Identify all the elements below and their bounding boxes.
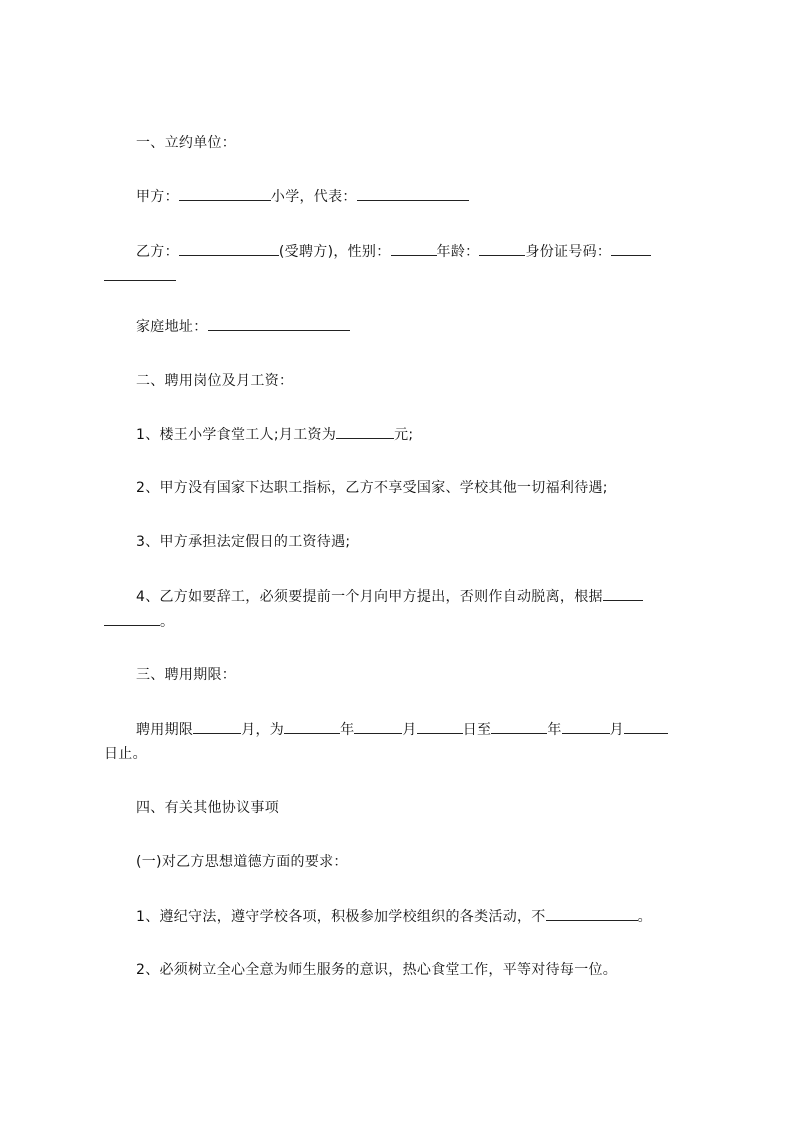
clause-2-4: 4、乙方如要辞工，必须要提前一个月向甲方提出，否则作自动脱离，根据 bbox=[136, 586, 643, 607]
age-blank bbox=[479, 241, 525, 256]
party-b-name-blank bbox=[179, 241, 279, 256]
id-number-blank-cont bbox=[104, 266, 176, 281]
clause-4-1: 1、遵纪守法，遵守学校各项，积极参加学校组织的各类活动，不 。 bbox=[136, 906, 652, 927]
home-address-blank bbox=[208, 316, 350, 331]
term-line: 聘用期限 月，为 年 月 日至 年 月 bbox=[136, 719, 668, 740]
party-a-line: 甲方： 小学，代表： bbox=[136, 186, 469, 207]
end-year-blank bbox=[491, 719, 547, 734]
section-2-heading: 二、聘用岗位及月工资： bbox=[136, 373, 294, 389]
party-b-line: 乙方： (受聘方)，性别： 年龄： 身份证号码： bbox=[136, 241, 651, 262]
term-line-cont: 日止。 bbox=[104, 746, 147, 762]
id-number-blank bbox=[611, 241, 651, 256]
clause-4-2: 2、必须树立全心全意为师生服务的意识，热心食堂工作，平等对待每一位。 bbox=[136, 962, 618, 978]
section-4-heading: 四、有关其他协议事项 bbox=[136, 800, 279, 816]
section-1-heading: 一、立约单位： bbox=[136, 135, 237, 151]
resignation-basis-blank bbox=[603, 586, 643, 601]
clause-2-4-cont: 。 bbox=[104, 611, 174, 632]
clause-2-2: 2、甲方没有国家下达职工指标，乙方不享受国家、学校其他一切福利待遇; bbox=[136, 480, 608, 496]
salary-blank bbox=[336, 424, 394, 439]
school-name-blank bbox=[179, 186, 271, 201]
gender-blank bbox=[391, 241, 437, 256]
party-b-line-cont bbox=[104, 266, 176, 287]
home-address-line: 家庭地址： bbox=[136, 316, 350, 337]
end-month-blank bbox=[562, 719, 610, 734]
resignation-basis-blank-cont bbox=[104, 611, 160, 626]
subsection-4-1-heading: (一)对乙方思想道德方面的要求： bbox=[136, 854, 348, 870]
term-months-blank bbox=[193, 719, 241, 734]
clause-2-3: 3、甲方承担法定假日的工资待遇; bbox=[136, 534, 351, 550]
start-month-blank bbox=[354, 719, 402, 734]
start-year-blank bbox=[284, 719, 340, 734]
start-day-blank bbox=[417, 719, 463, 734]
section-3-heading: 三、聘用期限： bbox=[136, 667, 237, 683]
end-day-blank bbox=[624, 719, 668, 734]
conduct-blank bbox=[546, 906, 638, 921]
clause-2-1: 1、楼王小学食堂工人;月工资为 元; bbox=[136, 424, 413, 445]
representative-blank bbox=[357, 186, 469, 201]
